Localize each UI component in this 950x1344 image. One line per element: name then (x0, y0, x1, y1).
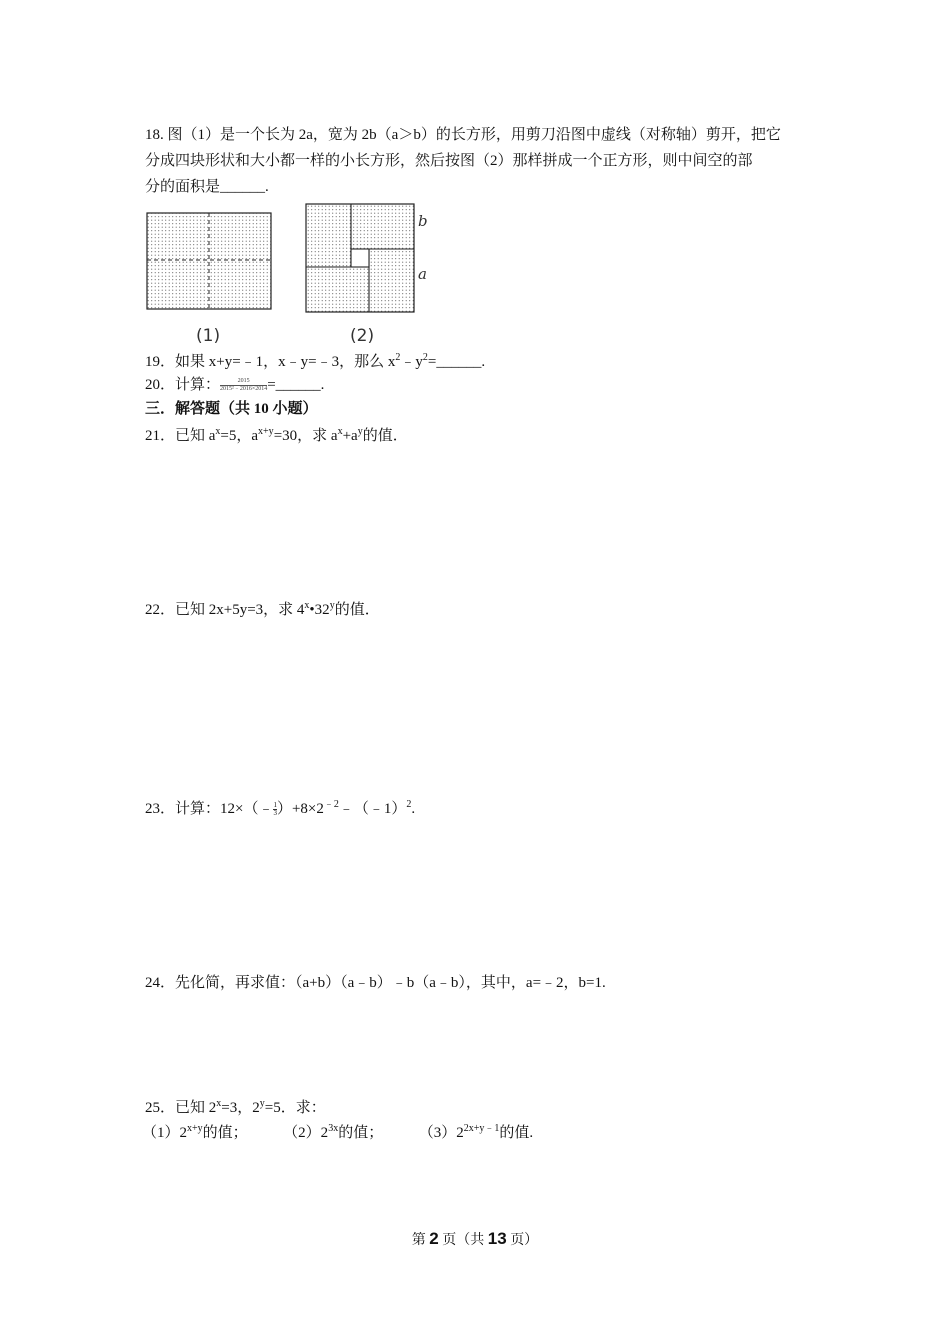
q23: 23．计算：12×（﹣ $\frac{1}{3}$ ）$+8\times 2^{﹣2}﹣(﹣1)^2$. (145, 799, 416, 818)
q24: 24．先化简，再求值：（a+b）（a﹣b）﹣b（a﹣b），其中，a=﹣2，b=1. (145, 975, 606, 991)
figure-2-caption: (2) (350, 326, 375, 346)
q25-sub-3: $(3)2^{2x+y﹣1}$的值. (418, 1123, 534, 1141)
page-number: 2 (429, 1229, 439, 1248)
q18-line-1: 18. 图（1）是一个长为 2a，宽为 2b（a＞b）的长方形，用剪刀沿图中虚线（对称轴）剪开，把它 (145, 127, 781, 143)
figure-1-caption: (1) (196, 326, 221, 346)
page-footer: 第 2 页（共 13 页） (411, 1229, 539, 1248)
section-3-heading: 三．解答题（共 10 小题） (145, 401, 318, 417)
q18-line-2: 分成四块形状和大小都一样的小长方形，然后按图（2）那样拼成一个正方形，则中间空的部 (145, 153, 753, 169)
q20-fraction: $\frac{2015}{\text{2015²﹣2016×2014}}$ (220, 378, 268, 393)
q21: 21．已知 $a^x=5$，$a^{x+y}=30$，求 $a^x+a^y$的值． (145, 426, 408, 444)
q22: 22．已知 2x+5y=3，求 4$^x$•32$^y$的值． (145, 600, 380, 618)
figure-1-rectangle (140, 205, 280, 315)
q23-fraction: $\frac{1}{3}$ (273, 801, 277, 818)
q20: 20．计算： $\frac{2015}{\text{2015²﹣2016×2014}}$ =______. (145, 377, 325, 393)
q25-sub-1: $(1)2^{x+y}$的值； (142, 1123, 248, 1141)
q25-line-2 (142, 1121, 533, 1145)
label-a: a (418, 265, 427, 283)
q18-line-3: 分的面积是______. (145, 179, 269, 195)
label-b: b (418, 212, 428, 230)
page-total: 13 (487, 1229, 507, 1248)
q25-sub-2: $(2)2^{3x}$的值； (283, 1123, 384, 1141)
q25-line-1: 25．已知 $2^x=3$，$2^y=5$．求： (145, 1098, 326, 1116)
q19: 19．如果 x+y=﹣1，x﹣y=﹣3，那么 $x^2﹣y^2=\_\_\_\_\_\_$. (145, 352, 486, 370)
